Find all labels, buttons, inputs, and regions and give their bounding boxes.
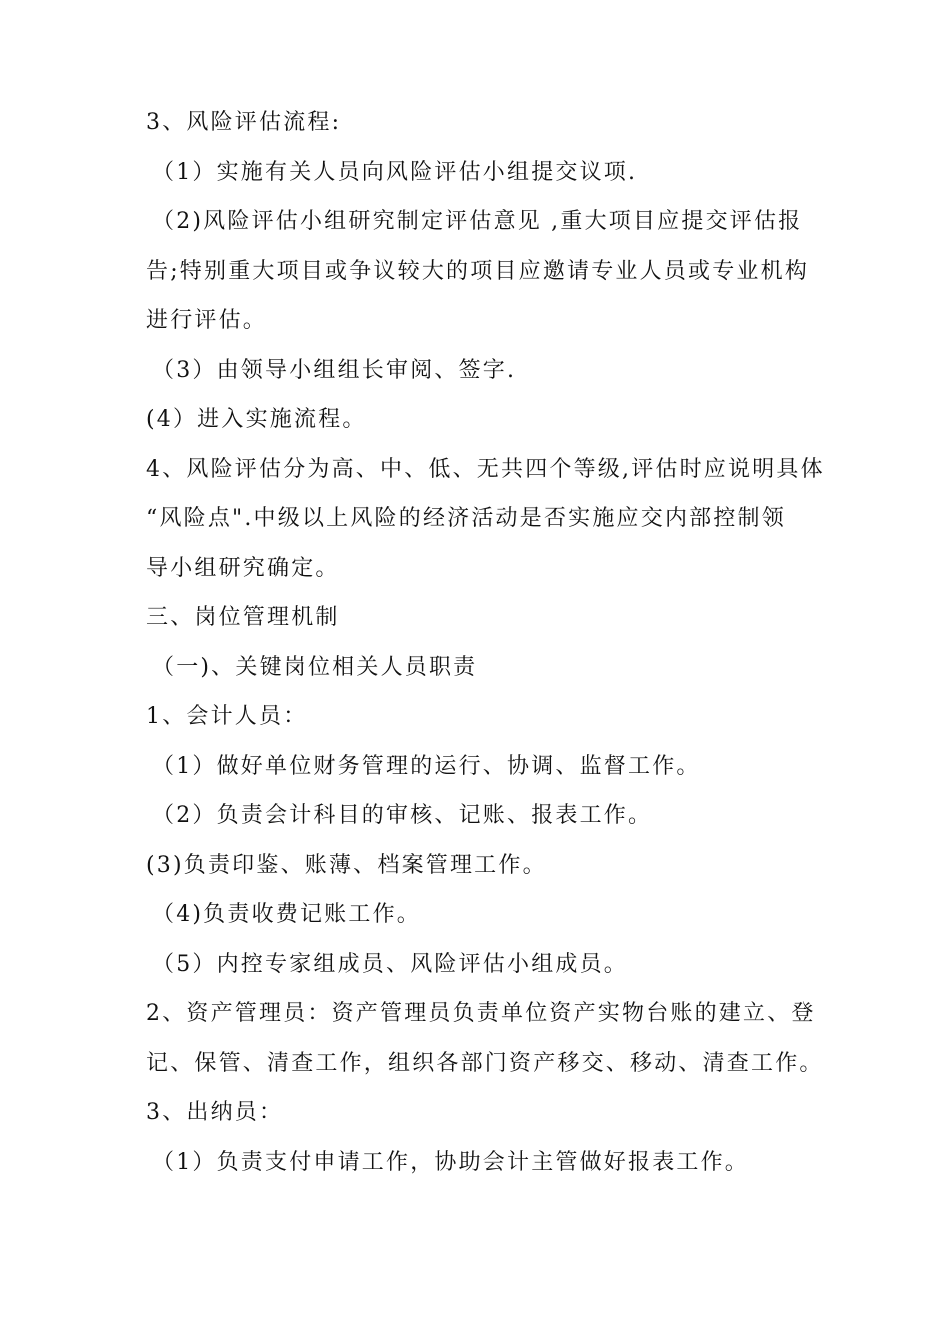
- paragraph-line: 进行评估。: [146, 308, 268, 333]
- role-heading-asset-manager: 2、资产管理员：资产管理员负责单位资产实物台账的建立、登: [146, 1001, 816, 1026]
- list-item: （2）负责会计科目的审核、记账、报表工作。: [152, 803, 653, 828]
- list-item: (3)负责印鉴、账薄、档案管理工作。: [146, 852, 547, 878]
- role-heading-accountant: 1、会计人员：: [146, 704, 308, 729]
- list-item: (4）进入实施流程。: [146, 407, 367, 432]
- document-body: [146, 98, 825, 1187]
- role-heading-cashier: 3、出纳员：: [146, 1100, 284, 1125]
- paragraph-line: 4、风险评估分为高、中、低、无共四个等级,评估时应说明具体: [146, 456, 825, 482]
- section-heading-risk-process: 3、风险评估流程:: [146, 110, 342, 135]
- paragraph-line: 记、保管、清查工作，组织各部门资产移交、移动、清查工作。: [146, 1050, 824, 1076]
- paragraph-line: “风险点".中级以上风险的经济活动是否实施应交内部控制领: [146, 506, 786, 531]
- subsection-heading-key-posts: （一)、关键岗位相关人员职责: [152, 654, 478, 680]
- list-item: （1）做好单位财务管理的运行、协调、监督工作。: [152, 753, 701, 779]
- list-item: （5）内控专家组成员、风险评估小组成员。: [152, 951, 628, 977]
- section-heading-post-management: 三、岗位管理机制: [146, 605, 340, 630]
- list-item: （1）实施有关人员向风险评估小组提交议项.: [152, 159, 638, 185]
- list-item: （3）由领导小组组长审阅、签字.: [152, 357, 517, 383]
- paragraph-line: 告;特别重大项目或争议较大的项目应邀请专业人员或专业机构: [146, 258, 810, 284]
- list-item: （4)负责收费记账工作。: [152, 902, 421, 927]
- list-item: （2)风险评估小组研究制定评估意见 ,重大项目应提交评估报: [152, 209, 803, 234]
- paragraph-line: 导小组研究确定。: [146, 555, 340, 581]
- list-item: （1）负责支付申请工作，协助会计主管做好报表工作。: [152, 1149, 749, 1175]
